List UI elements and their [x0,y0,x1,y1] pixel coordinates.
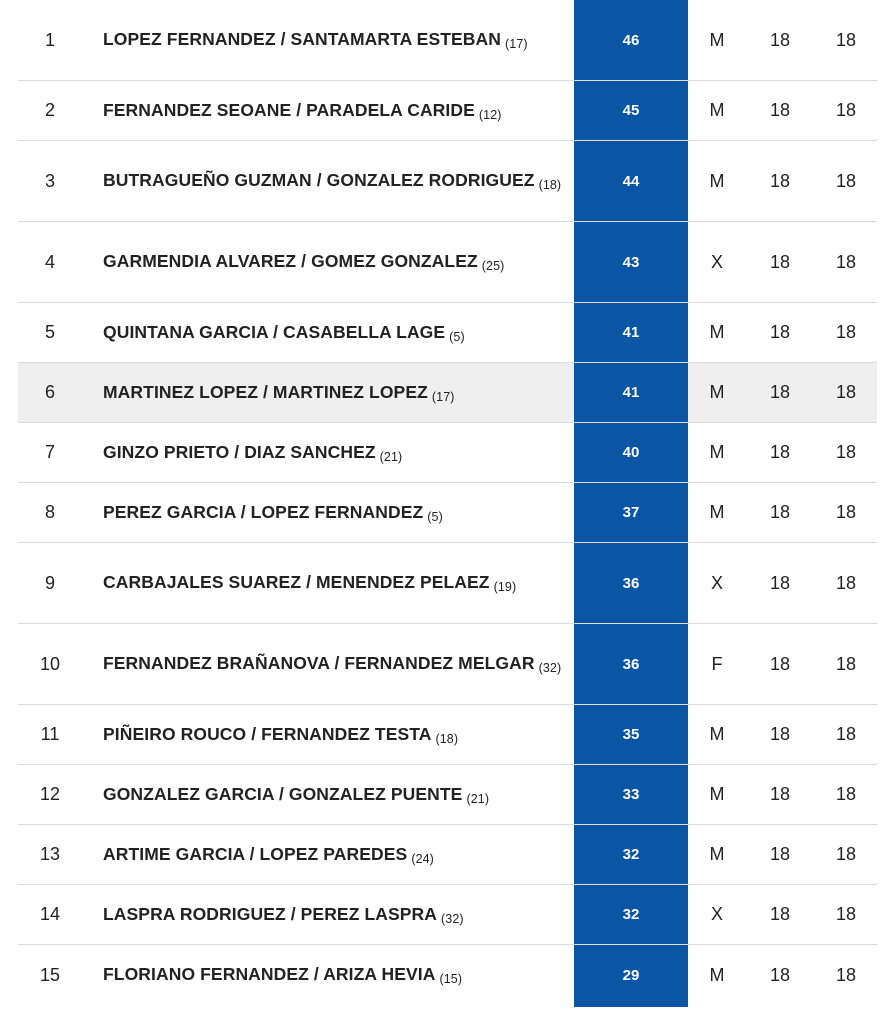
games-count: (19) [493,580,517,594]
stat-b: 18 [835,502,857,522]
pair-name[interactable] [103,765,569,824]
category: M [709,964,725,985]
table-row[interactable] [18,81,877,141]
pair-name[interactable] [103,543,569,623]
position: 13 [39,844,61,864]
pair-name[interactable] [103,363,569,422]
pair-name[interactable] [103,945,569,1005]
pair-name[interactable] [103,222,569,302]
stat-a: 18 [769,904,791,924]
pair-name[interactable] [103,81,569,140]
stat-a: 18 [769,29,791,50]
points-value: 33 [622,786,640,803]
stat-b: 18 [835,964,857,985]
stat-b: 18 [835,442,857,462]
position: 1 [44,29,55,50]
pair-name[interactable] [103,423,569,482]
pair-name-text: PEREZ GARCIA / LOPEZ FERNANDEZ [103,501,424,522]
table-row[interactable] [18,825,877,885]
position: 15 [39,964,61,985]
pair-name-text: PIÑEIRO ROUCO / FERNANDEZ TESTA [103,723,432,744]
games-count: (21) [379,449,403,464]
pair-name[interactable] [103,141,569,221]
category: M [709,844,725,864]
table-row-highlighted[interactable] [18,363,877,423]
games-count: (12) [478,107,502,122]
pair-name-text: BUTRAGUEÑO GUZMAN / GONZALEZ RODRIGUEZ [103,170,535,190]
position: 14 [39,904,61,924]
stat-b: 18 [835,382,857,402]
games-count: (18) [538,178,562,192]
stat-a: 18 [769,170,791,191]
pair-name[interactable] [103,705,569,764]
points-value: 36 [622,574,640,592]
category: M [709,322,725,342]
table-row[interactable] [18,543,877,624]
pair-name-text: GONZALEZ GARCIA / GONZALEZ PUENTE [103,783,463,804]
category: M [709,502,725,522]
stat-a: 18 [769,502,791,522]
pair-name-text: LASPRA RODRIGUEZ / PEREZ LASPRA [103,903,438,924]
stat-a: 18 [769,572,791,593]
points-value: 45 [622,102,640,119]
games-count: (18) [435,731,459,746]
stat-a: 18 [769,442,791,462]
games-count: (17) [431,389,455,404]
pair-name-text: GINZO PRIETO / DIAZ SANCHEZ [103,441,376,462]
pair-name-text: GARMENDIA ALVAREZ / GOMEZ GONZALEZ [103,251,478,271]
stat-b: 18 [835,322,857,342]
position: 10 [39,653,61,674]
table-row[interactable] [18,423,877,483]
pair-name-text: FLORIANO FERNANDEZ / ARIZA HEVIA [103,964,436,984]
stat-a: 18 [769,382,791,402]
stat-b: 18 [835,100,857,120]
stat-b: 18 [835,251,857,272]
stat-a: 18 [769,784,791,804]
points-value: 41 [574,363,688,422]
points-value: 41 [622,324,640,341]
points-value: 46 [622,31,640,49]
stat-b: 18 [835,724,857,744]
position: 2 [44,100,55,120]
category: M [709,382,725,402]
pair-name[interactable] [103,825,569,884]
stat-b: 18 [835,170,857,191]
stat-a: 18 [769,724,791,744]
stat-a: 18 [769,322,791,342]
category: M [709,170,725,191]
pair-name[interactable] [103,483,569,542]
table-row[interactable] [18,483,877,543]
games-count: (24) [411,851,434,866]
stat-b: 18 [835,904,857,924]
position: 4 [44,251,55,272]
points-value: 36 [622,655,640,673]
table-row[interactable] [18,0,877,81]
stat-a: 18 [769,251,791,272]
pair-name-text: QUINTANA GARCIA / CASABELLA LAGE [103,321,446,342]
pair-name-text: MARTINEZ LOPEZ / MARTINEZ LOPEZ [103,381,428,402]
games-count: (25) [481,259,505,273]
stat-b: 18 [835,784,857,804]
games-count: (32) [538,661,562,675]
table-row[interactable] [18,222,877,303]
category: M [709,29,725,50]
table-row[interactable] [18,705,877,765]
position: 12 [39,784,61,804]
pair-name[interactable] [103,885,569,944]
position: 8 [44,502,55,522]
table-row[interactable] [18,624,877,705]
pair-name-text: FERNANDEZ SEOANE / PARADELA CARIDE [103,99,475,120]
table-row[interactable] [18,141,877,222]
stat-a: 18 [769,844,791,864]
pair-name-text: CARBAJALES SUAREZ / MENENDEZ PELAEZ [103,572,490,592]
games-count: (32) [441,911,464,926]
table-row[interactable] [18,885,877,945]
games-count: (15) [439,972,463,986]
points-value: 43 [622,253,640,271]
stat-b: 18 [835,572,857,593]
category: M [709,784,725,804]
position: 11 [40,724,60,744]
category: F [711,653,723,674]
points-value: 44 [622,172,640,190]
points-value: 32 [622,846,640,863]
category: X [710,251,723,272]
games-count: (21) [466,791,490,806]
points-value: 32 [622,906,640,923]
category: X [710,572,723,593]
table-row[interactable] [18,945,877,1005]
stat-a: 18 [769,964,791,985]
games-count: (17) [505,37,528,51]
pair-name-text: ARTIME GARCIA / LOPEZ PAREDES [103,843,408,864]
standings-table [18,0,877,1005]
position: 3 [44,170,55,191]
points-value: 40 [622,444,640,461]
stat-b: 18 [835,653,857,674]
games-count: (5) [427,509,443,524]
category: M [709,442,725,462]
points-value: 35 [622,726,640,743]
category: M [709,100,725,120]
stat-a: 18 [769,653,791,674]
pair-name-text: FERNANDEZ BRAÑANOVA / FERNANDEZ MELGAR [103,653,535,673]
stat-b: 18 [835,844,857,864]
position: 6 [44,382,55,402]
position: 5 [44,322,55,342]
games-count: (5) [449,329,465,344]
pair-name[interactable] [103,624,569,704]
category: X [710,904,723,924]
table-row[interactable] [18,765,877,825]
pair-name[interactable] [103,0,569,80]
points-value: 29 [622,966,640,984]
stat-b: 18 [835,29,857,50]
points-value: 37 [622,504,640,521]
table-row[interactable] [18,303,877,363]
stat-a: 18 [769,100,791,120]
pair-name[interactable] [103,303,569,362]
category: M [709,724,725,744]
position: 9 [44,572,55,593]
pair-name-text: LOPEZ FERNANDEZ / SANTAMARTA ESTEBAN [103,29,501,49]
position: 7 [44,442,55,462]
